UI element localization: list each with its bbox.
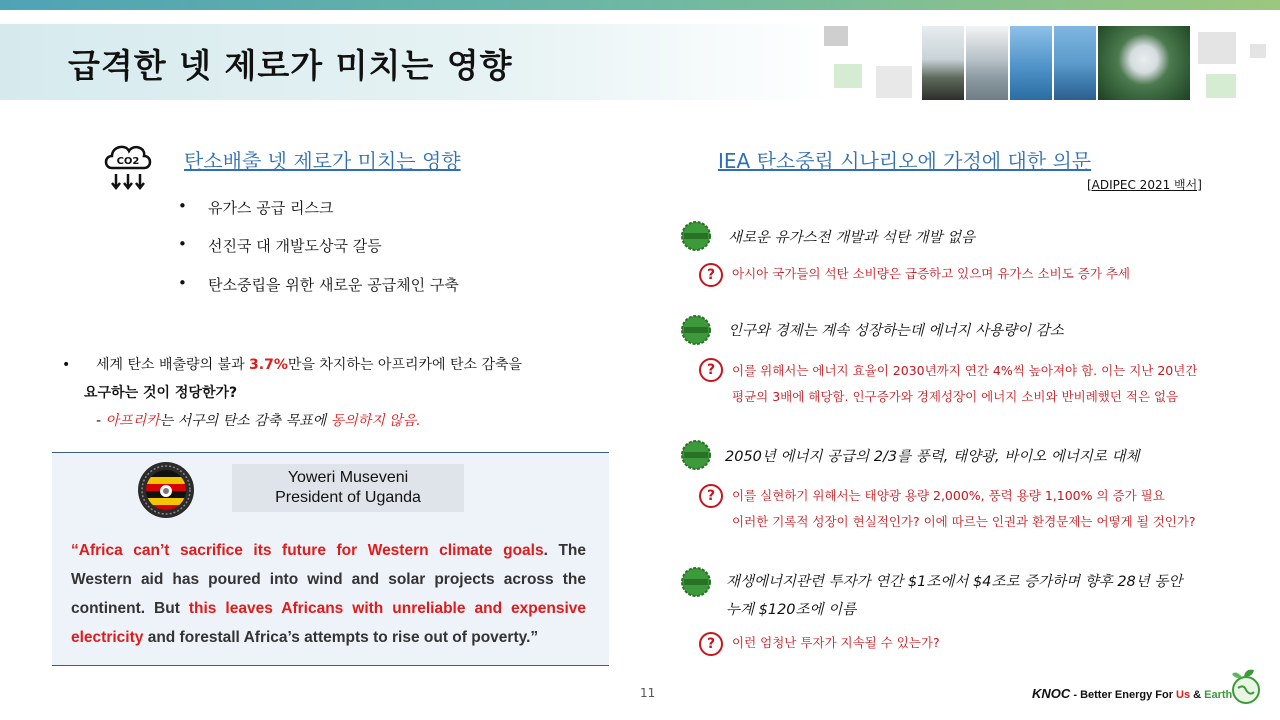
photo-tile-sky bbox=[1010, 26, 1052, 100]
question-mark-icon: ? bbox=[699, 632, 723, 656]
deco-square bbox=[834, 64, 862, 88]
question-mark-icon: ? bbox=[699, 484, 723, 508]
photo-tile-ship bbox=[966, 26, 1008, 100]
assumption-badge-icon bbox=[681, 440, 711, 470]
assumption-text: 새로운 유가스전 개발과 석탄 개발 없음 bbox=[728, 230, 976, 246]
footer-tagline: KNOC - Better Energy For Us & Earth bbox=[1032, 686, 1233, 701]
co2-label: CO2 bbox=[116, 156, 140, 167]
deco-square bbox=[876, 66, 912, 98]
deco-square bbox=[1250, 44, 1266, 58]
photo-tile-offshore bbox=[922, 26, 964, 100]
africa-paragraph: • 세계 탄소 배출량의 불과 3.7%만을 차지하는 아프리카에 탄소 감축을 요구하는 것이 정당한가? - 아프리카는 서구의 탄소 감축 목표에 동의하지 않음. bbox=[62, 357, 523, 429]
deco-square bbox=[824, 26, 848, 46]
list-item: • 탄소중립을 위한 새로운 공급체인 구축 bbox=[178, 274, 459, 294]
speaker-name: Yoweri Museveni bbox=[287, 469, 409, 486]
question-text: 이를 실현하기 위해서는 태양광 용량 2,000%, 풍력 용량 1,100% 의 증가 필요 이러한 기록적 성장이 현실적인가? 이에 따르는 인권과 환경문제는 어떻게 될 것인가? bbox=[732, 488, 1196, 529]
question-text: 이를 위해서는 에너지 효율이 2030년까지 연간 4%씩 높아져야 함. 이는 지난 20년간 평균의 3배에 해당함. 인구증가와 경제성장이 에너지 소비와 반비례했던 적은 없음 bbox=[732, 363, 1198, 404]
speaker-title: President of Uganda bbox=[275, 489, 421, 506]
top-gradient-bar bbox=[0, 0, 1280, 10]
source-reference: [ADIPEC 2021 백서] bbox=[1087, 178, 1202, 192]
page-number: 11 bbox=[640, 686, 656, 700]
slide-title: 급격한 넷 제로가 미치는 영향 bbox=[68, 46, 513, 85]
question-text: 이런 엄청난 투자가 지속될 수 있는가? bbox=[732, 635, 940, 650]
assumption-badge-icon bbox=[681, 221, 711, 251]
list-item: • 선진국 대 개발도상국 갈등 bbox=[178, 235, 382, 255]
co2-cloud-icon bbox=[100, 138, 156, 194]
speaker-name-box bbox=[232, 464, 464, 512]
photo-tile-tanker bbox=[1054, 26, 1096, 100]
left-section-heading: 탄소배출 넷 제로가 미치는 영향 bbox=[184, 149, 461, 173]
assumption-text: 2050년 에너지 공급의 2/3를 풍력, 태양광, 바이오 에너지로 대체 bbox=[725, 449, 1140, 465]
list-item: • 유가스 공급 리스크 bbox=[178, 197, 334, 217]
quote-text: “Africa can’t sacrifice its future for Western climate goals. The Western aid has poured into wind and solar projects across the continent. But this leaves Africans with unreliable and expensive electricity and forestall Africa’s attempts to rise out of poverty.” bbox=[71, 542, 587, 646]
assumption-badge-icon bbox=[681, 315, 711, 345]
assumption-text: 인구와 경제는 계속 성장하는데 에너지 사용량이 감소 bbox=[728, 323, 1064, 339]
photo-tile-forest-co2 bbox=[1098, 26, 1190, 100]
right-section-heading: IEA 탄소중립 시나리오에 가정에 대한 의문 bbox=[718, 149, 1092, 173]
uganda-flag-emblem bbox=[137, 461, 195, 519]
deco-square bbox=[1198, 32, 1236, 64]
assumption-badge-icon bbox=[681, 567, 711, 597]
question-text: 아시아 국가들의 석탄 소비량은 급증하고 있으며 유가스 소비도 증가 추세 bbox=[732, 266, 1131, 281]
knoc-logo: KNOC bbox=[1032, 686, 1071, 701]
question-mark-icon: ? bbox=[699, 358, 723, 382]
earth-leaf-icon bbox=[1226, 666, 1266, 706]
question-mark-icon: ? bbox=[699, 263, 723, 287]
assumption-text: 재생에너지관련 투자가 연간 $1조에서 $4조로 증가하며 향후 28년 동안 누계 $120조에 이름 bbox=[726, 574, 1183, 618]
deco-square bbox=[1206, 74, 1236, 98]
